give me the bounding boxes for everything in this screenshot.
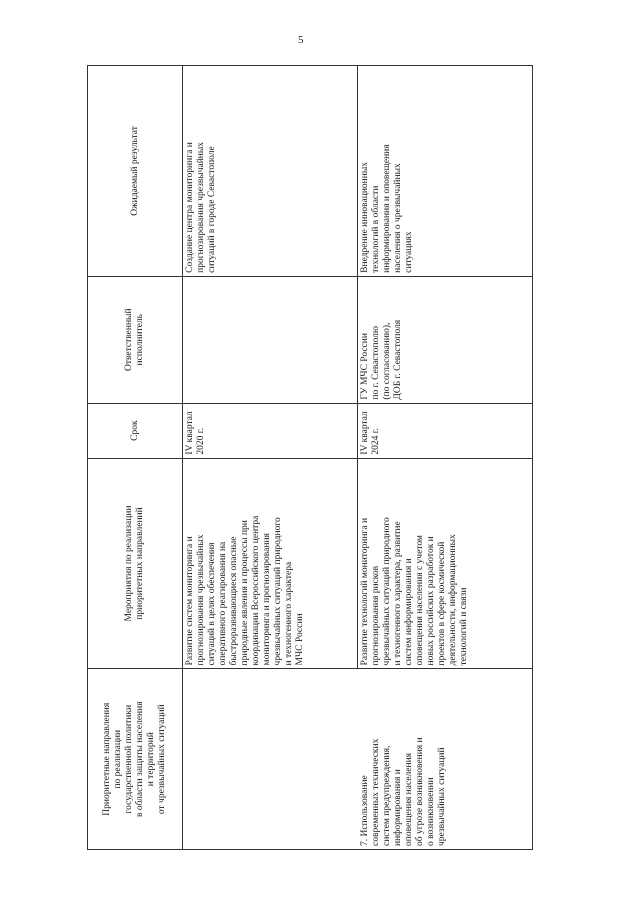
measures-table [87, 65, 533, 850]
header-executor: Ответственный исполнитель [88, 276, 183, 403]
cell-result: Внедрение инновационных технологий в области информирования и оповещения населения о чрезвычайных ситуациях [358, 66, 533, 277]
cell-measure: Развитие технологий мониторинга и прогнозирования рисков чрезвычайных ситуаций природного и техногенного характера, развитие систем информирования и оповещения населения с учетом новых российских разработок и проектов в сфере космической деятельности, информационных технологий и связи [358, 458, 533, 669]
cell-executor: ГУ МЧС России по г. Севастополю (по согласованию), ДОБ г. Севастополя [358, 276, 533, 403]
table-row [183, 66, 358, 850]
table-row [358, 66, 533, 850]
cell-executor [183, 276, 358, 403]
cell-measure: Развитие систем мониторинга и прогнозирования чрезвычайных ситуаций в целях обеспечения оперативного реагирования на быстроразвивающиеся опасные природные явления и процессы при координации Всероссийского центра мониторинга и прогнозирования чрезвычайных ситуаций природного и техногенного характера МЧС России [183, 458, 358, 669]
cell-result: Создание центра мониторинга и прогнозирования чрезвычайных ситуаций в городе Севастополе [183, 66, 358, 277]
rotated-table-frame [87, 65, 527, 850]
cell-term: IV квартал 2020 г. [183, 403, 358, 458]
page-number: 5 [298, 34, 304, 46]
table-header-row [88, 66, 183, 850]
document-table-container [87, 65, 527, 850]
header-term: Срок [88, 403, 183, 458]
header-measures: Мероприятия по реализации приоритетных направлений [88, 458, 183, 669]
cell-direction [183, 669, 358, 850]
header-result: Ожидаемый результат [88, 66, 183, 277]
header-directions: Приоритетные направления по реализации государственной политики в области защиты населения и территорий от чрезвычайных ситуаций [88, 669, 183, 850]
cell-term: IV квартал 2024 г. [358, 403, 533, 458]
cell-direction: 7. Использование современных технических систем предупреждения, информирования и оповещения населения об угрозе возникновения и о возникновении чрезвычайных ситуаций [358, 669, 533, 850]
